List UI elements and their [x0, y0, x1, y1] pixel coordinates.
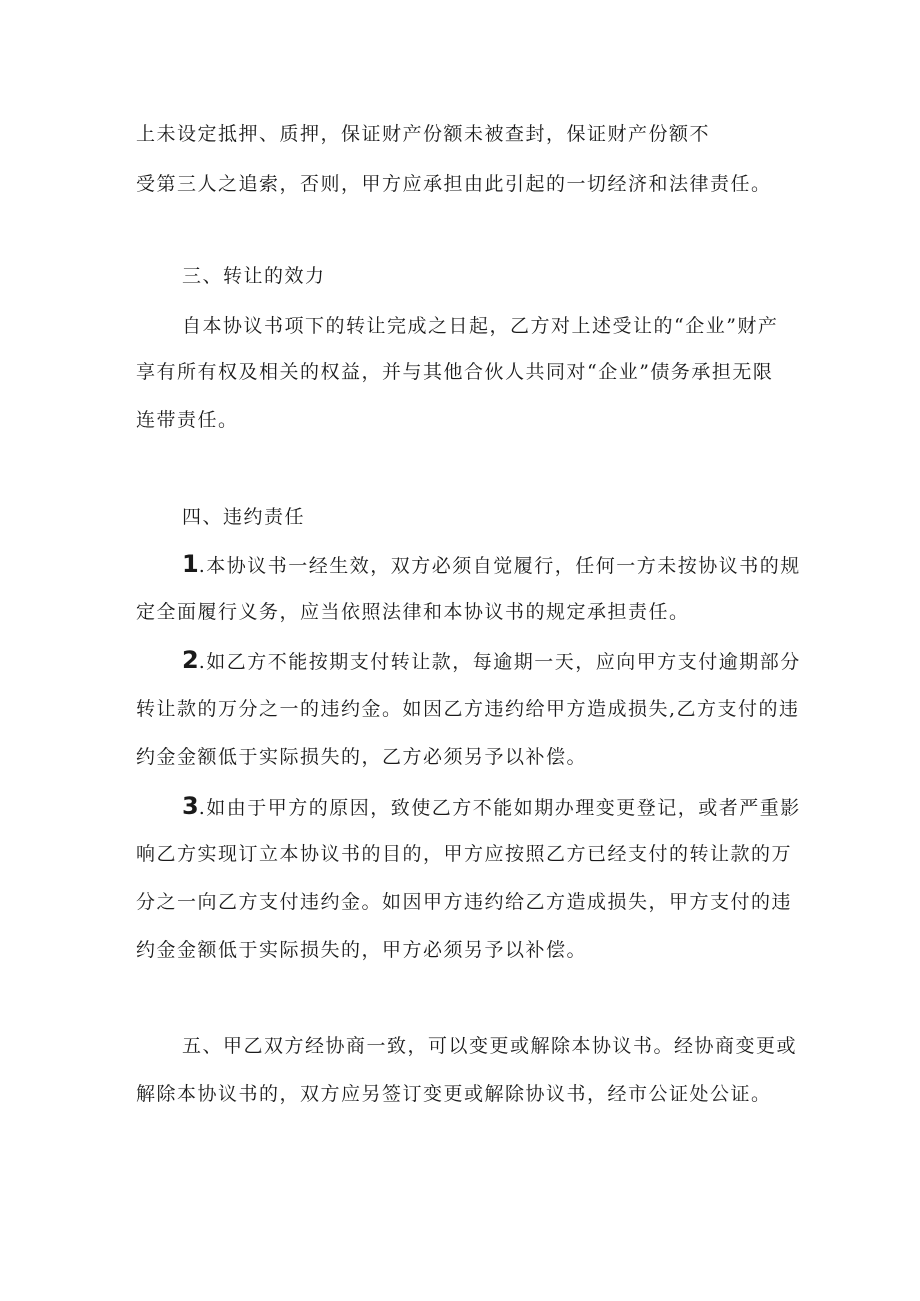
section-4-item-3-line-2: 响乙方实现订立本协议书的目的，甲方应按照乙方已经支付的转让款的万: [136, 843, 793, 865]
item-number: 3: [182, 792, 199, 820]
section-4-item-3-line-1: [182, 794, 801, 820]
section-3-heading: 三、转让的效力: [182, 265, 326, 287]
section-3-paragraph-line-1: 自本协议书项下的转让完成之日起，乙方对上述受让的“企业”财产: [182, 315, 779, 337]
item-text: .本协议书一经生效，双方必须自觉履行，任何一方未按协议书的规: [198, 555, 801, 577]
item-number: 1: [182, 550, 199, 578]
item-number: 2: [182, 646, 199, 674]
section-2-continued-line-2: 受第三人之追索，否则，甲方应承担由此引起的一切经济和法律责任。: [136, 173, 772, 195]
section-4-item-2-line-2: 转让款的万分之一的违约金。如因乙方违约给甲方造成损失,乙方支付的违: [136, 698, 800, 720]
section-4-heading: 四、违约责任: [182, 506, 306, 528]
section-3-paragraph-line-2: 享有所有权及相关的权益，并与其他合伙人共同对“企业”债务承担无限: [136, 361, 774, 383]
item-text: .如乙方不能按期支付转让款，每逾期一天，应向甲方支付逾期部分: [198, 651, 801, 673]
section-5-line-2: 解除本协议书的，双方应另签订变更或解除协议书，经市公证处公证。: [136, 1083, 772, 1105]
section-4-item-1-line-1: [182, 552, 801, 578]
section-4-item-1-line-2: 定全面履行义务，应当依照法律和本协议书的规定承担责任。: [136, 601, 690, 623]
section-4-item-3-line-4: 约金金额低于实际损失的，甲方必须另予以补偿。: [136, 939, 588, 961]
section-5-line-1: 五、甲乙双方经协商一致，可以变更或解除本协议书。经协商变更或: [182, 1035, 798, 1057]
section-2-continued-line-1: 上未设定抵押、质押，保证财产份额未被查封，保证财产份额不: [136, 123, 711, 145]
section-4-item-2-line-1: [182, 648, 801, 674]
item-text: .如由于甲方的原因，致使乙方不能如期办理变更登记，或者严重影: [198, 797, 801, 819]
section-3-paragraph-line-3: 连带责任。: [136, 409, 239, 431]
section-4-item-3-line-3: 分之一向乙方支付违约金。如因甲方违约给乙方造成损失，甲方支付的违: [136, 891, 793, 913]
section-4-item-2-line-3: 约金金额低于实际损失的，乙方必须另予以补偿。: [136, 746, 588, 768]
